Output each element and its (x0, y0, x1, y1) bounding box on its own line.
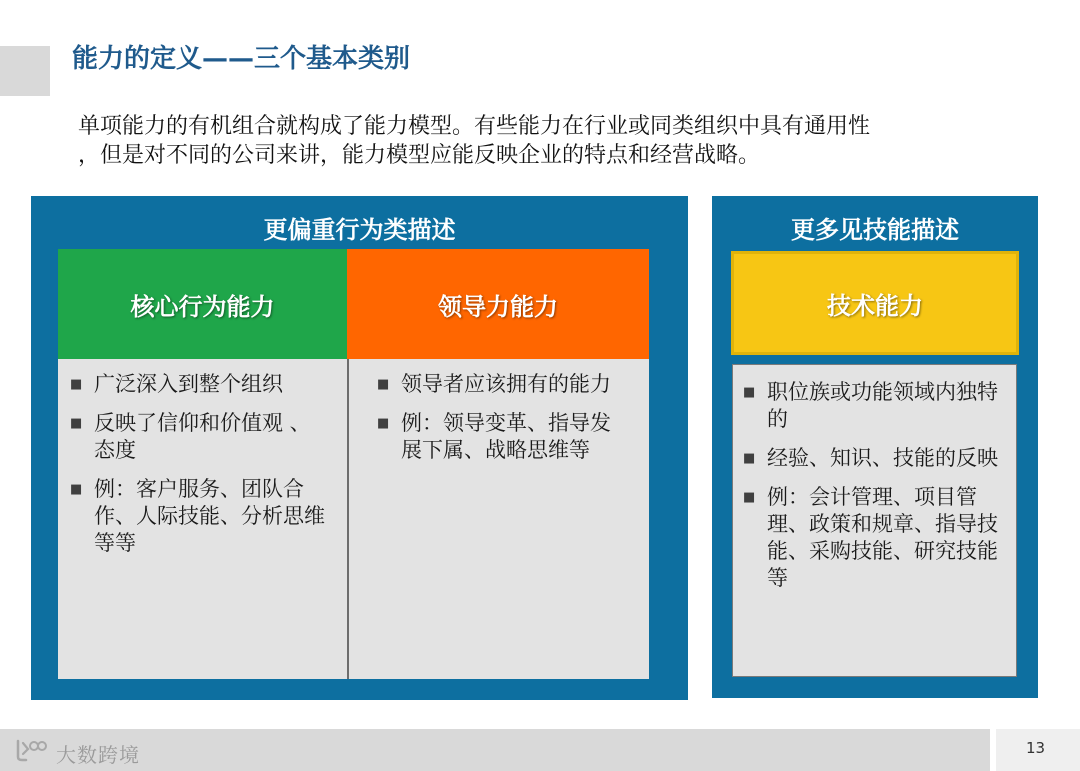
bullet-item: ■ 例：客户服务、团队合作、人际技能、分析思维等等 (70, 476, 331, 557)
page-number: 13 (1026, 739, 1046, 757)
intro-line-2: ，但是对不同的公司来讲，能力模型应能反映企业的特点和经营战略。 (78, 143, 761, 168)
watermark-text: 大数跨境 (56, 743, 140, 767)
skill-panel-title: 更多见技能描述 (791, 216, 959, 244)
leadership-content (347, 359, 649, 679)
watermark-logo-icon (14, 737, 48, 763)
leadership-header (347, 249, 649, 359)
technical-content (732, 364, 1017, 677)
technical-bullet-list (743, 379, 1002, 592)
core-behavior-header (58, 249, 347, 359)
bullet-item: ■ 经验、知识、技能的反映 (743, 445, 1002, 472)
leadership-header-label: 领导力能力 (438, 292, 558, 321)
behavior-panel-title: 更偏重行为类描述 (263, 216, 456, 244)
corner-accent-block (0, 46, 50, 96)
intro-paragraph (78, 112, 978, 170)
intro-line-1: 单项能力的有机组合就构成了能力模型。有些能力在行业或同类组织中具有通用性 (78, 114, 871, 139)
bullet-item: ■ 广泛深入到整个组织 (70, 371, 331, 398)
core-behavior-header-label: 核心行为能力 (130, 292, 275, 321)
core-behavior-content (58, 359, 347, 679)
bullet-item: ■ 例：领导变革、指导发展下属、战略思维等 (377, 410, 631, 464)
slide-title: 能力的定义——三个基本类别 (72, 44, 411, 74)
bullet-item: ■ 反映了信仰和价值观 、态度 (70, 410, 331, 464)
core-behavior-bullet-list (70, 371, 331, 557)
technical-header-label: 技术能力 (827, 291, 923, 320)
technical-header (731, 251, 1019, 355)
bullet-item: ■ 例：会计管理、项目管理、政策和规章、指导技能、采购技能、研究技能等 (743, 484, 1002, 592)
bullet-item: ■ 职位族或功能领域内独特的 (743, 379, 1002, 433)
leadership-bullet-list (377, 371, 631, 464)
bullet-item: ■ 领导者应该拥有的能力 (377, 371, 631, 398)
footer-bar (0, 729, 990, 771)
